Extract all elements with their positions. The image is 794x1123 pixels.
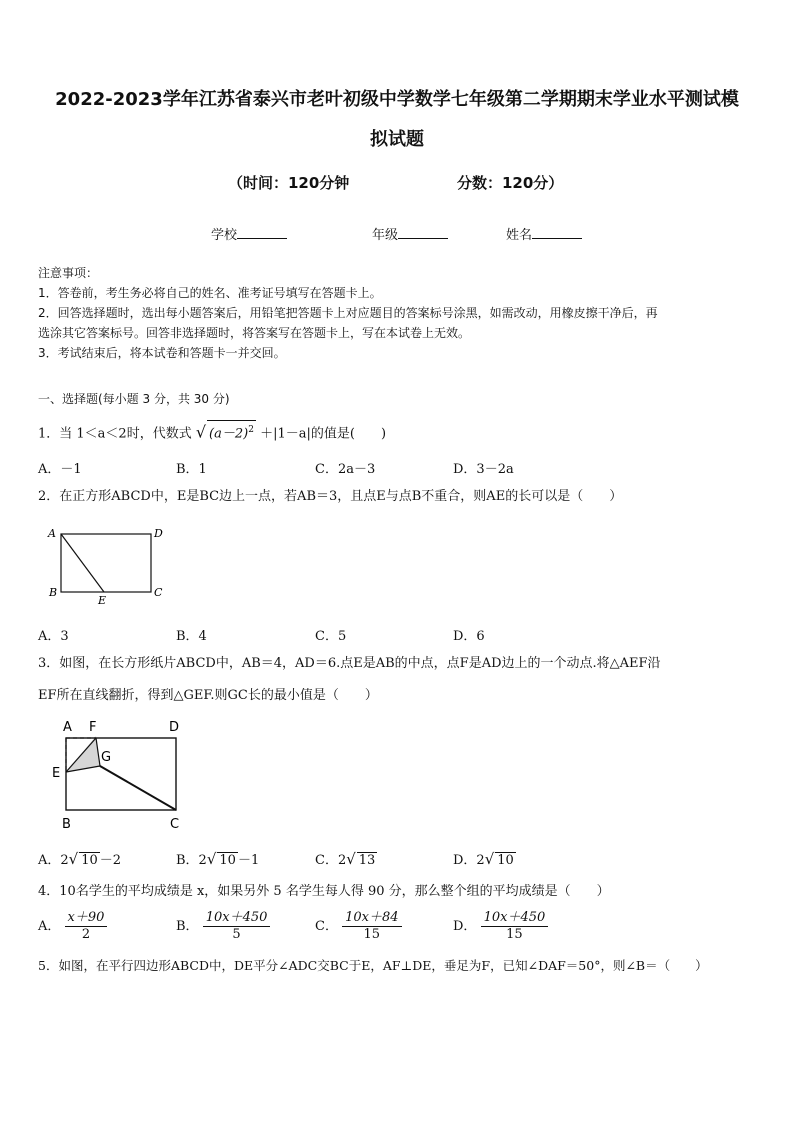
q1-option-c: C．2a－3 (315, 462, 376, 477)
exam-time: （时间：120分钟 (228, 174, 350, 192)
label-f: F (89, 720, 97, 735)
q1-option-b: B．1 (176, 462, 207, 477)
grade-label: 年级 (372, 228, 399, 243)
label-b: B (62, 817, 71, 832)
question-5: 5．如图，在平行四边形ABCD中，DE平分∠ADC交BC于E，AF⊥DE，垂足为F，已知∠DAF＝50°，则∠B＝（ ） (38, 958, 708, 973)
name-label: 姓名 (506, 228, 533, 243)
grade-field (372, 224, 448, 243)
question-3-line1: 3．如图，在长方形纸片ABCD中，AB＝4，AD＝6.点E是AB的中点，点F是AD边上的一个动点.将△AEF沿 (38, 656, 661, 671)
school-label: 学校 (211, 228, 238, 243)
label-e: E (52, 766, 61, 781)
q2-option-b: B．4 (176, 629, 207, 644)
question-1: 1．当 1＜a＜2时，代数式 √ $(a-2)^2 +|1-a|$的值是( ) (38, 420, 762, 443)
page-title-cont: 拟试题 (370, 129, 424, 150)
notice-item: 3．考试结束后，将本试卷和答题卡一并交回。 (38, 346, 286, 360)
q1-option-d: D．3－2a (453, 462, 514, 477)
notice-block (38, 263, 758, 363)
square-abcd (61, 534, 151, 592)
section-heading: 一、选择题(每小题 3 分，共 30 分) (38, 392, 230, 406)
q3-option-c: C．2√ 13 (315, 850, 376, 868)
q1-stem-a: 1．当 1＜a＜2时，代数式 (38, 426, 192, 442)
q2-option-d: D．6 (453, 629, 485, 644)
page-title: 2022-2023学年江苏省泰兴市老叶初级中学数学七年级第二学期期末学业水平测试模 (55, 89, 739, 110)
rectangle-abcd (66, 738, 176, 810)
q4-option-b: B． $\frac{10x+450}{5}$ (176, 910, 270, 943)
q1-radicand: $(a-2)^2$ (207, 420, 256, 443)
notice-item: 选涂其它答案标号。回答非选择题时，将答案写在答题卡上，写在本试卷上无效。 (38, 326, 471, 340)
q3-figure (44, 716, 194, 834)
name-field (506, 224, 582, 243)
q4-option-a: A． $\frac{x+90}{2}$ (38, 910, 107, 943)
question-4: 4．10名学生的平均成绩是 x，如果另外 5 名学生每人得 90 分，那么整个组的平均成绩是（ ） (38, 884, 610, 899)
label-g: G (101, 750, 112, 765)
school-field (211, 224, 287, 243)
label-b: B (49, 586, 58, 599)
label-a: A (48, 527, 56, 540)
q3-option-b: B．2√ 10 －1 (176, 850, 260, 868)
label-e: E (98, 594, 107, 606)
q1-option-a: A．－1 (38, 462, 82, 477)
q3-option-a: A．2√ 10 －2 (38, 850, 122, 868)
notice-item: 2．回答选择题时，选出每小题答案后，用铅笔把答题卡上对应题目的答案标号涂黑，如需改动，用橡皮擦干净后，再 (38, 306, 658, 320)
q2-option-a: A．3 (38, 629, 69, 644)
label-c: C (154, 586, 163, 599)
segment-gc (100, 766, 176, 810)
q2-option-c: C．5 (315, 629, 347, 644)
segment-ae (61, 534, 104, 592)
label-d: D (169, 720, 180, 735)
q4-option-c: C． $\frac{10x+84}{15}$ (315, 910, 402, 943)
q1-stem-b: ＋|1－a|的值是( ) (260, 426, 387, 442)
notice-item: 1．答卷前，考生务必将自己的姓名、准考证号填写在答题卡上。 (38, 286, 382, 300)
label-c: C (170, 817, 180, 832)
label-d: D (154, 527, 163, 540)
question-2: 2．在正方形ABCD中，E是BC边上一点，若AB＝3，且点E与点B不重合，则AE的长可以是（ ） (38, 489, 623, 504)
q3-option-d: D．2√ 10 (453, 850, 514, 868)
exam-score: 分数：120分） (457, 174, 564, 192)
question-3-line2: EF所在直线翻折，得到△GEF.则GC长的最小值是（ ） (38, 688, 378, 703)
q2-figure (44, 522, 174, 606)
q4-option-d: D． $\frac{10x+450}{15}$ (453, 910, 548, 943)
label-a: A (63, 720, 72, 735)
notice-heading: 注意事项： (38, 266, 99, 280)
